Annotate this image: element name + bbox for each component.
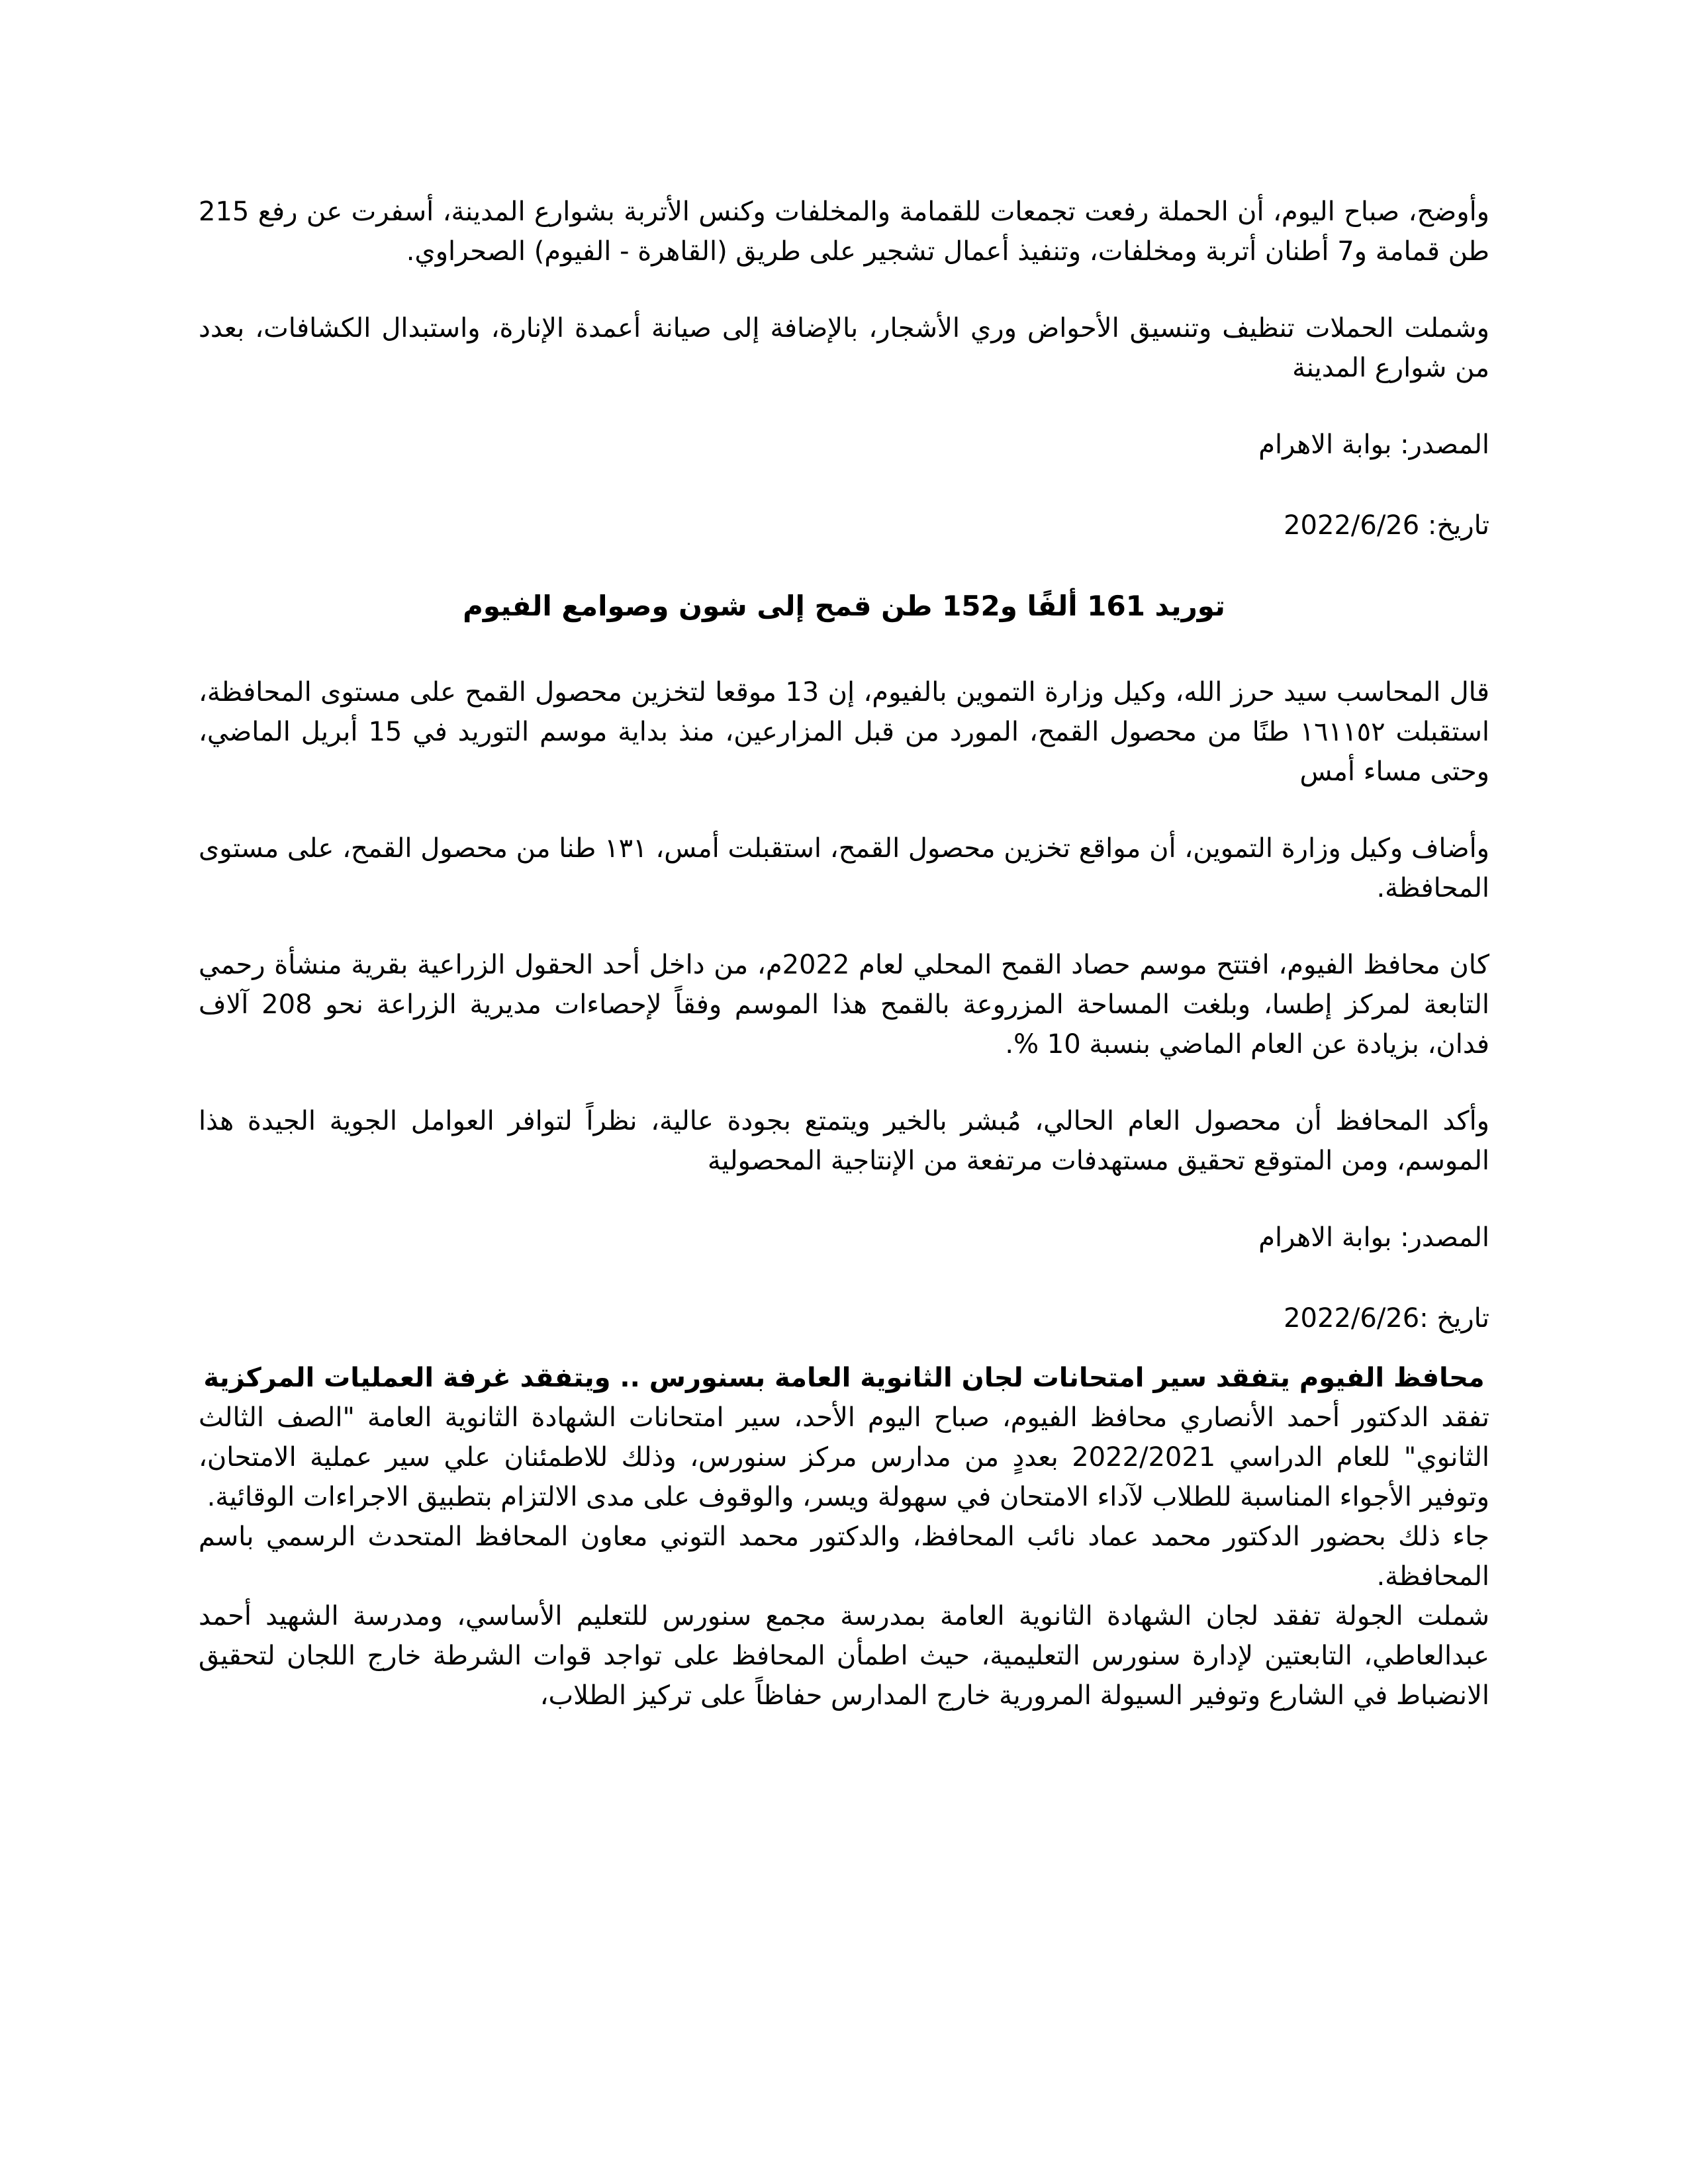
section1-paragraph-1: وأوضح، صباح اليوم، أن الحملة رفعت تجمعات للقمامة والمخلفات وكنس الأتربة بشوارع المدينة، أسفرت عن رفع 215 طن قمامة و7 أطنان أتربة ومخلفات، وتنفيذ أعمال تشجير على طريق (القاهرة - الفيوم) الصحراوي. [199,197,1489,267]
section1-source: المصدر: بوابة الاهرام [1258,430,1489,460]
section3-headline: محافظ الفيوم يتفقد سير امتحانات لجان الثانوية العامة بسنورس .. ويتفقد غرفة العمليات المركزية [203,1363,1485,1393]
section2-headline: توريد 161 ألفًا و152 طن قمح إلى شون وصوامع الفيوم [463,590,1225,622]
section2-source: المصدر: بوابة الاهرام [1258,1222,1489,1253]
section3-paragraph-2: جاء ذلك بحضور الدكتور محمد عماد نائب المحافظ، والدكتور محمد التوني معاون المحافظ المتحدث الرسمي باسم المحافظة. [199,1522,1489,1592]
section3-paragraph-1: تفقد الدكتور أحمد الأنصاري محافظ الفيوم، صباح اليوم الأحد، سير امتحانات الشهادة الثانوية العامة "الصف الثالث الثانوي" للعام الدراسي 2022/2021 بعددٍ من مدارس مركز سنورس، وذلك للاطمئنان علي سير عملية الامتحان، وتوفير الأجواء المناسبة للطلاب لآداء الامتحان في سهولة ويسر، والوقوف على مدى الالتزام بتطبيق الاجراءات الوقائية. [199,1402,1489,1512]
section1-date: تاريخ: 2022/6/26 [1284,510,1489,541]
section1-paragraph-2: وشملت الحملات تنظيف وتنسيق الأحواض وري الأشجار، بالإضافة إلى صيانة أعمدة الإنارة، واستبدال الكشافات، بعدد من شوارع المدينة [199,313,1489,383]
section2-paragraph-3: كان محافظ الفيوم، افتتح موسم حصاد القمح المحلي لعام 2022م، من داخل أحد الحقول الزراعية بقرية منشأة رحمي التابعة لمركز إطسا، وبلغت المساحة المزروعة بالقمح هذا الموسم وفقاً لإحصاءات مديرية الزراعة نحو 208 آلاف فدان، بزيادة عن العام الماضي بنسبة 10 %. [199,950,1490,1060]
section2-paragraph-4: وأكد المحافظ أن محصول العام الحالي، مُبشر بالخير ويتمتع بجودة عالية، نظراً لتوافر العوامل الجوية الجيدة هذا الموسم، ومن المتوقع تحقيق مستهدفات مرتفعة من الإنتاجية المحصولية [199,1106,1489,1176]
section3-paragraph-3: شملت الجولة تفقد لجان الشهادة الثانوية العامة بمدرسة مجمع سنورس للتعليم الأساسي، ومدرسة الشهيد أحمد عبدالعاطي، التابعتين لإدارة سنورس التعليمية، حيث اطمأن المحافظ على تواجد قوات الشرطة خارج اللجان لتحقيق الانضباط في الشارع وتوفير السيولة المرورية خارج المدارس حفاظاً على تركيز الطلاب، [199,1601,1489,1711]
section2-paragraph-1: قال المحاسب سيد حرز الله، وكيل وزارة التموين بالفيوم، إن 13 موقعا لتخزين محصول القمح على مستوى المحافظة، استقبلت ١٦١١٥٢ طنًا من محصول القمح، المورد من قبل المزارعين، منذ بداية موسم التوريد في 15 أبريل الماضي، وحتى مساء أمس [199,677,1489,787]
document-page [199,192,1489,1715]
section2-paragraph-2: وأضاف وكيل وزارة التموين، أن مواقع تخزين محصول القمح، استقبلت أمس، ١٣١ طنا من محصول القمح، على مستوى المحافظة. [199,833,1489,903]
section2-date: تاريخ :2022/6/26 [1284,1303,1489,1334]
